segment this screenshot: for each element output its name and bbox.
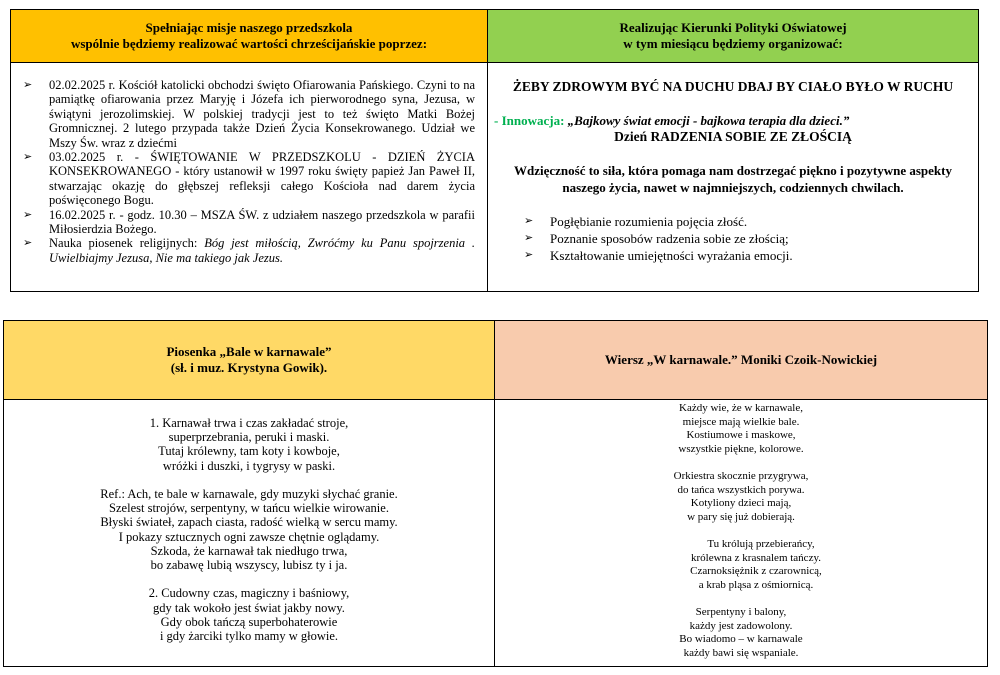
poem-line <box>495 524 987 538</box>
poem-line: Kotyliony dzieci mają, <box>690 497 792 510</box>
poem-line <box>495 456 987 470</box>
song-line: superprzebrania, peruki i maski. <box>168 430 330 445</box>
gratitude-text: Wdzięczność to siła, która pomaga nam dostrzegać piękno i pozytywne aspekty naszego życia, nawet w najmniejszych, codziennych chwilach. <box>513 163 952 195</box>
song-header-line2: (sł. i muz. Krystyna Gowik). <box>170 360 328 375</box>
poem-line: w pary się już dobierają. <box>687 510 795 523</box>
values-list <box>23 78 475 265</box>
list-item: ➢ 03.02.2025 r. - ŚWIĘTOWANIE W PRZEDSZKOLU - DZIEŃ ŻYCIA KONSEKROWANEGO - który ustanowił w 1997 roku święty papież Jan Paweł II, stwarzając okazję do głębszej refleksji całego Kościoła nad darem życia poświęconego Bogu. <box>23 150 475 208</box>
goals-list <box>524 213 964 264</box>
values-header-line1: Spełniając misje naszego przedszkola <box>145 20 353 35</box>
values-content <box>10 62 488 292</box>
song-line: Tutaj królewny, tam koty i kowboje, <box>158 444 340 459</box>
list-item: ➢ Kształtowanie umiejętności wyrażania emocji. <box>524 247 964 264</box>
poem-line <box>495 592 987 606</box>
motto: ŻEBY ZDROWYM BYĆ NA DUCHU DBAJ BY CIAŁO BYŁO W RUCHU <box>512 79 954 94</box>
song-line: Ref.: Ach, te bale w karnawale, gdy muzyki słychać granie. <box>100 487 398 502</box>
poem-line: a krab pląsa z ośmiornicą. <box>698 578 814 591</box>
poem-content <box>494 399 988 667</box>
poem-line: Każdy wie, że w karnawale, <box>679 402 803 414</box>
poem-line: Czarnoksiężnik z czarownicą, <box>690 565 822 578</box>
song-line: 2. Cudowny czas, magiczny i baśniowy, <box>148 586 350 601</box>
song-header <box>3 320 495 400</box>
song-content <box>3 399 495 667</box>
poem-line: wszystkie piękne, kolorowe. <box>678 442 804 455</box>
song-line: I pokazy sztucznych ogni zawsze chętnie oglądamy. <box>118 529 380 544</box>
values-header <box>10 9 488 63</box>
song-lyrics <box>4 416 494 643</box>
song-line <box>4 473 494 487</box>
poem-line: każdy bawi się wspaniale. <box>683 646 799 659</box>
song-line <box>4 572 494 586</box>
list-item: ➢ 02.02.2025 r. Kościół katolicki obchodzi święto Ofiarowania Pańskiego. Czyni to na pamiątkę ofiarowania przez Maryję i Józefa ich pierworodnego syna, Jezusa, w świątyni jerozolimskiej. W polskiej tradycji jest to też święto Matki Bożej Gromnicznej. 2 lutego przypada także Dzień Życia Konsekrowanego. Udział we Mszy Św. wraz z dziećmi <box>23 78 475 150</box>
poem-line: Bo wiadomo – w karnawale <box>679 633 803 646</box>
policy-header <box>487 9 979 63</box>
song-line: Szkoda, że karnawał tak niedługo trwa, <box>150 543 348 558</box>
poem-lyrics <box>495 402 987 660</box>
poem-line: Tu królują przebierańcy, <box>707 537 815 550</box>
innovation-line <box>494 113 978 129</box>
poem-header-text: Wiersz „W karnawale.” Moniki Czoik-Nowickiej <box>604 352 878 367</box>
song-line: bo zabawę lubią wszyscy, lubisz ty i ja. <box>150 558 348 573</box>
values-header-line2: wspólnie będziemy realizować wartości chrześcijańskie poprzez: <box>70 36 428 51</box>
poem-line: do tańca wszystkich porywa. <box>677 483 805 496</box>
song-line: 1. Karnawał trwa i czas zakładać stroje, <box>149 416 349 430</box>
list-item: ➢ Pogłębianie rozumienia pojęcia złość. <box>524 213 964 230</box>
song-line: Gdy obok tańczą superbohaterowie <box>160 614 338 629</box>
poem-line: Serpentyny i balony, <box>695 605 787 618</box>
poem-line: Kostiumowe i maskowe, <box>686 429 796 442</box>
policy-header-line2: w tym miesiącu będziemy organizować: <box>623 36 843 51</box>
list-item-songs <box>23 236 475 265</box>
song-line: Błyski świateł, zapach ciasta, radość wielką w sercu mamy. <box>100 515 398 530</box>
list-item: ➢ Poznanie sposobów radzenia sobie ze złością; <box>524 230 964 247</box>
poem-line: królewna z krasnalem tańczy. <box>690 551 821 564</box>
poem-line: miejsce mają wielkie bale. <box>682 415 800 428</box>
song-line: wróżki i duszki, i tygrysy w paski. <box>162 458 336 473</box>
song-line: gdy tak wokoło jest świat jakby nowy. <box>153 600 345 615</box>
poem-header <box>494 320 988 400</box>
list-item: ➢ 16.02.2025 r. - godz. 10.30 – MSZA ŚW. z udziałem naszego przedszkola w parafii Miłosierdzia Bożego. <box>23 208 475 237</box>
day-title: Dzień RADZENIA SOBIE ZE ZŁOŚCIĄ <box>614 129 852 144</box>
policy-header-line1: Realizując Kierunki Polityki Oświatowej <box>619 20 847 35</box>
innovation-label: - Innowacja: <box>494 113 565 128</box>
song-line: i gdy żarciki tylko mamy w głowie. <box>159 629 339 644</box>
song-line: Szelest strojów, serpentyny, w tańcu wielkie wirowanie. <box>109 501 389 516</box>
innovation-title: „Bajkowy świat emocji - bajkowa terapia dla dzieci.” <box>567 113 850 128</box>
songs-titles: Bóg jest miłością, Zwróćmy ku Panu spojrzenia . Uwielbiajmy Jezusa, Nie ma takiego jak Jezus. <box>49 236 476 265</box>
poem-line: Orkiestra skocznie przygrywa, <box>673 469 809 482</box>
songs-lead: Nauka piosenek religijnych: <box>49 236 198 251</box>
poem-line: każdy jest zadowolony. <box>689 619 793 632</box>
song-header-line1: Piosenka „Bale w karnawale” <box>166 344 332 359</box>
policy-content <box>487 62 979 292</box>
